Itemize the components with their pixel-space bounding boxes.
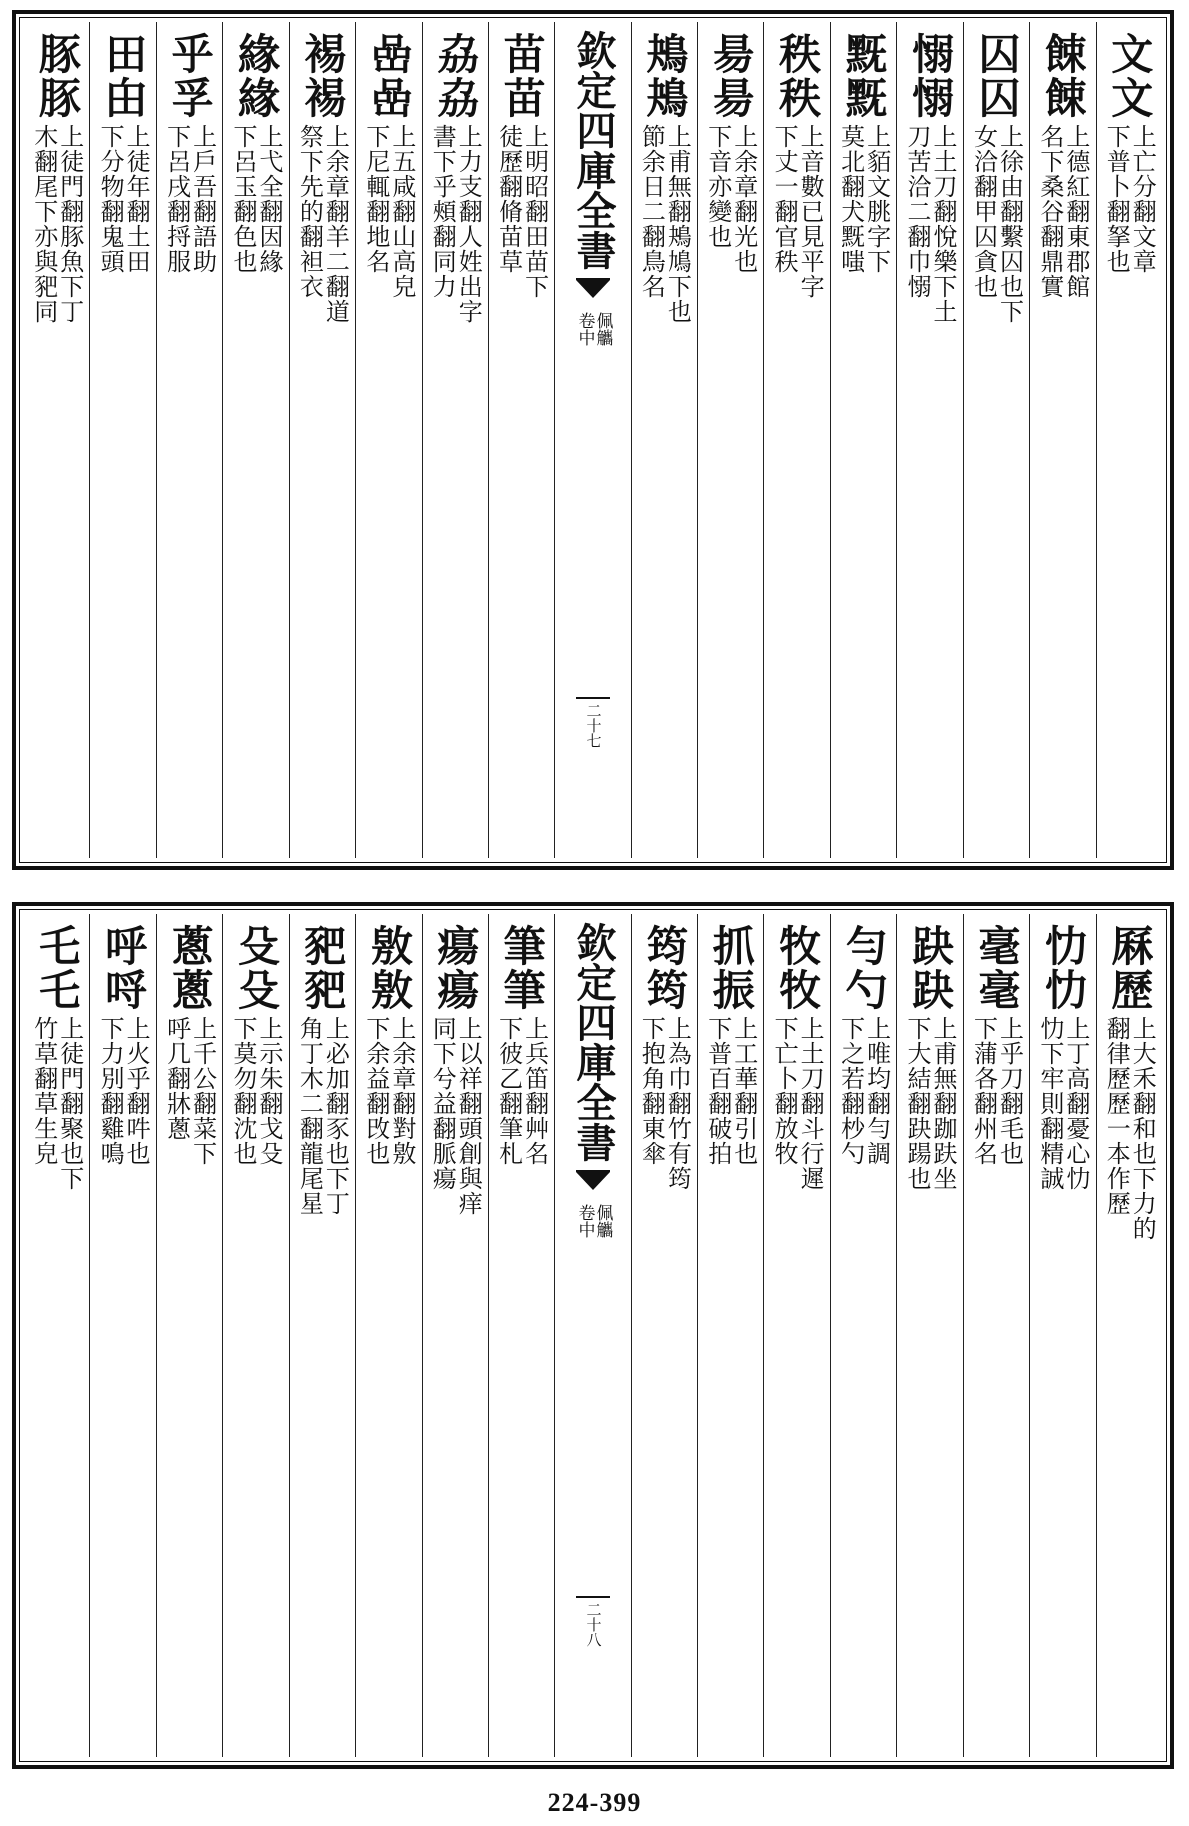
entry-head: 嵒嵒 bbox=[364, 32, 414, 120]
entry-head: 裼裼 bbox=[298, 32, 348, 120]
entry-head: 豝豝 bbox=[298, 924, 348, 1012]
entry-column bbox=[963, 22, 1029, 858]
top-page-frame bbox=[12, 10, 1174, 870]
entry-head: 趹趹 bbox=[906, 924, 956, 1012]
entry-note: 木翻尾下亦與豝同 bbox=[29, 124, 58, 324]
entry-note: 上土刀翻斗行遲 bbox=[796, 1016, 825, 1191]
entry-head: 忇忇 bbox=[1038, 924, 1088, 1012]
entry-note: 上火乎翻吽也 bbox=[122, 1016, 151, 1166]
bottom-page-frame bbox=[12, 902, 1174, 1769]
entry-column bbox=[289, 22, 355, 858]
entry-note: 下彼乙翻筆札 bbox=[494, 1016, 523, 1166]
entry-note: 上乎刀翻毛也 bbox=[995, 1016, 1024, 1166]
entry-note: 下莫勿翻沈也 bbox=[228, 1016, 257, 1166]
entry-head: 牧牧 bbox=[773, 924, 823, 1012]
entry-column bbox=[24, 22, 89, 858]
entry-column bbox=[763, 914, 829, 1757]
entry-head: 蔥蔥 bbox=[165, 924, 215, 1012]
fish-tail-mark-icon bbox=[576, 278, 610, 302]
entry-column bbox=[488, 914, 554, 1757]
entry-note: 上徒年翻土田 bbox=[122, 124, 151, 274]
fold-line bbox=[576, 697, 610, 699]
entry-column bbox=[156, 22, 222, 858]
entry-note: 同下兮益翻脈瘍 bbox=[428, 1016, 457, 1191]
entry-note: 上為巾翻竹有筠 bbox=[663, 1016, 692, 1191]
book-name bbox=[576, 1204, 611, 1238]
entry-note: 下抱角翻東傘 bbox=[637, 1016, 666, 1166]
entry-note: 上千公翻菜下 bbox=[188, 1016, 217, 1166]
entry-note: 上戶吾翻語助 bbox=[188, 124, 217, 274]
entry-head: 豚豚 bbox=[32, 32, 82, 120]
entry-note: 下呂戌翻捋服 bbox=[162, 124, 191, 274]
entry-note: 上工華翻引也 bbox=[729, 1016, 758, 1166]
entry-head: 毫毫 bbox=[972, 924, 1022, 1012]
entry-note: 上德紅翻東郡館 bbox=[1061, 124, 1090, 299]
entry-note: 刀苦洽二翻巾愵 bbox=[903, 124, 932, 299]
entry-note: 上音數已見平字 bbox=[796, 124, 825, 299]
entry-note: 祭下先的翻袒衣 bbox=[295, 124, 324, 299]
entry-note: 上丁高翻憂心忇 bbox=[1061, 1016, 1090, 1191]
entry-head: 黖黖 bbox=[839, 32, 889, 120]
entry-head: 筠筠 bbox=[640, 924, 690, 1012]
entry-head: 抓振 bbox=[706, 924, 756, 1012]
entry-note: 下之若翻杪勺 bbox=[836, 1016, 865, 1166]
entry-note: 上明昭翻田苗下 bbox=[520, 124, 549, 299]
entry-column bbox=[1096, 914, 1162, 1757]
entry-note: 角丁木二翻龍尾星 bbox=[295, 1016, 324, 1216]
entry-head: 乇乇 bbox=[32, 924, 82, 1012]
entry-note: 名下桑谷翻鼎實 bbox=[1035, 124, 1064, 299]
entry-head: 愵愵 bbox=[906, 32, 956, 120]
entry-note: 上大禾翻和也下力的 bbox=[1128, 1016, 1157, 1241]
entry-head: 昜昜 bbox=[706, 32, 756, 120]
bottom-page-columns bbox=[24, 914, 1162, 1757]
entry-head: 敫敫 bbox=[364, 924, 414, 1012]
entry-head: 筆筆 bbox=[497, 924, 547, 1012]
entry-note: 女洽翻甲囚貪也 bbox=[969, 124, 998, 299]
volume-label: 卷中 bbox=[574, 312, 595, 346]
entry-head: 勻勺 bbox=[839, 924, 889, 1012]
page-number: 224-399 bbox=[547, 1788, 642, 1817]
entry-column bbox=[488, 22, 554, 858]
entry-head: 劦劦 bbox=[431, 32, 481, 120]
entry-head: 文文 bbox=[1105, 32, 1155, 120]
entry-note: 上五咸翻山高皃 bbox=[387, 124, 416, 299]
entry-note: 上弋全翻因緣 bbox=[254, 124, 283, 274]
entry-column bbox=[763, 22, 829, 858]
entry-head: 殳殳 bbox=[231, 924, 281, 1012]
entry-column bbox=[1029, 914, 1095, 1757]
entry-note: 翻律歷歷一本作歷 bbox=[1102, 1016, 1131, 1216]
entry-note: 忇下牢則翻精誠 bbox=[1035, 1016, 1064, 1191]
entry-head: 乎孚 bbox=[165, 32, 215, 120]
folio-mark bbox=[576, 697, 610, 748]
entry-note: 莫北翻犬黖嗤 bbox=[836, 124, 865, 274]
entry-note: 上亡分翻文章 bbox=[1128, 124, 1157, 274]
entry-column bbox=[896, 22, 962, 858]
entry-note: 上余章翻光也 bbox=[729, 124, 758, 274]
collection-title: 欽定四庫全書 bbox=[570, 30, 617, 270]
entry-column bbox=[89, 914, 155, 1757]
entry-note: 下力別翻雞鳴 bbox=[96, 1016, 125, 1166]
volume-label: 卷中 bbox=[574, 1204, 595, 1238]
folio-mark bbox=[576, 1596, 610, 1647]
entry-head: 厤歷 bbox=[1105, 924, 1155, 1012]
entry-note: 上徐由翻繫囚也下 bbox=[995, 124, 1024, 324]
entry-column bbox=[1096, 22, 1162, 858]
entry-column bbox=[631, 22, 697, 858]
entry-column bbox=[697, 914, 763, 1757]
entry-column bbox=[896, 914, 962, 1757]
entry-note: 上徒門翻豚魚下丁 bbox=[55, 124, 84, 324]
entry-head: 秩秩 bbox=[773, 32, 823, 120]
entry-column bbox=[830, 914, 896, 1757]
entry-column bbox=[631, 914, 697, 1757]
entry-note: 上土刀翻悅樂下土 bbox=[929, 124, 958, 324]
entry-note: 上甫無翻跏趺坐 bbox=[929, 1016, 958, 1191]
entry-column bbox=[222, 914, 288, 1757]
entry-head: 瘍瘍 bbox=[431, 924, 481, 1012]
entry-note: 上唯均翻勻調 bbox=[862, 1016, 891, 1166]
entry-note: 上以祥翻頭創與痒 bbox=[454, 1016, 483, 1216]
entry-note: 上力支翻人姓出字 bbox=[454, 124, 483, 324]
entry-column bbox=[697, 22, 763, 858]
entry-column bbox=[355, 914, 421, 1757]
entry-column bbox=[289, 914, 355, 1757]
entry-column bbox=[222, 22, 288, 858]
entry-note: 下音亦變也 bbox=[703, 124, 732, 249]
entry-note: 下余益翻攺也 bbox=[361, 1016, 390, 1166]
entry-note: 上余章翻對敫 bbox=[387, 1016, 416, 1166]
entry-note: 上余章翻羊二翻道 bbox=[321, 124, 350, 324]
entry-head: 苗苗 bbox=[497, 32, 547, 120]
entry-note: 下尼輒翻地名 bbox=[361, 124, 390, 274]
entry-note: 下蒲各翻州名 bbox=[969, 1016, 998, 1166]
entry-column bbox=[355, 22, 421, 858]
top-page-columns bbox=[24, 22, 1162, 858]
folio-number: 二十七 bbox=[584, 703, 603, 748]
entry-column bbox=[963, 914, 1029, 1757]
fish-tail-mark-icon bbox=[576, 1170, 610, 1194]
entry-head: 緣緣 bbox=[231, 32, 281, 120]
entry-head: 呼哷 bbox=[99, 924, 149, 1012]
center-fold-column bbox=[554, 22, 630, 858]
entry-column bbox=[422, 914, 488, 1757]
entry-note: 下丈一翻官秩 bbox=[770, 124, 799, 274]
entry-note: 徒歷翻脩苗草 bbox=[494, 124, 523, 274]
entry-note: 節余日二翻鳥名 bbox=[637, 124, 666, 299]
center-fold-column bbox=[554, 914, 630, 1757]
entry-note: 上兵笛翻艸名 bbox=[520, 1016, 549, 1166]
entry-note: 下分物翻鬼頭 bbox=[96, 124, 125, 274]
entry-note: 呼几翻牀蔥 bbox=[162, 1016, 191, 1141]
entry-note: 上徒門翻聚也下 bbox=[55, 1016, 84, 1191]
entry-column bbox=[1029, 22, 1095, 858]
entry-note: 上示朱翻戈殳 bbox=[254, 1016, 283, 1166]
entry-head: 囚囚 bbox=[972, 32, 1022, 120]
entry-column bbox=[422, 22, 488, 858]
entry-note: 下亡卜翻放牧 bbox=[770, 1016, 799, 1166]
entry-head: 鴂鴂 bbox=[640, 32, 690, 120]
entry-note: 下普百翻破拍 bbox=[703, 1016, 732, 1166]
entry-column bbox=[24, 914, 89, 1757]
entry-column bbox=[89, 22, 155, 858]
entry-column bbox=[156, 914, 222, 1757]
entry-note: 竹草翻草生皃 bbox=[29, 1016, 58, 1166]
fold-line bbox=[576, 1596, 610, 1598]
book-title: 佩觿 bbox=[592, 312, 613, 346]
entry-note: 上貊文朓字下 bbox=[862, 124, 891, 274]
entry-head: 田甶 bbox=[99, 32, 149, 120]
folio-number: 二十八 bbox=[584, 1602, 603, 1647]
collection-title: 欽定四庫全書 bbox=[570, 922, 617, 1162]
book-name bbox=[576, 312, 611, 346]
entry-head: 餗餗 bbox=[1038, 32, 1088, 120]
entry-note: 上甫無翻鴂鳩下也 bbox=[663, 124, 692, 324]
entry-note: 下普卜翻拏也 bbox=[1102, 124, 1131, 274]
entry-note: 上必加翻豕也下丁 bbox=[321, 1016, 350, 1216]
entry-note: 書下乎頰翻同力 bbox=[428, 124, 457, 299]
entry-column bbox=[830, 22, 896, 858]
entry-note: 下大結翻趹踼也 bbox=[903, 1016, 932, 1191]
book-title: 佩觿 bbox=[592, 1204, 613, 1238]
entry-note: 下呂玉翻色也 bbox=[228, 124, 257, 274]
